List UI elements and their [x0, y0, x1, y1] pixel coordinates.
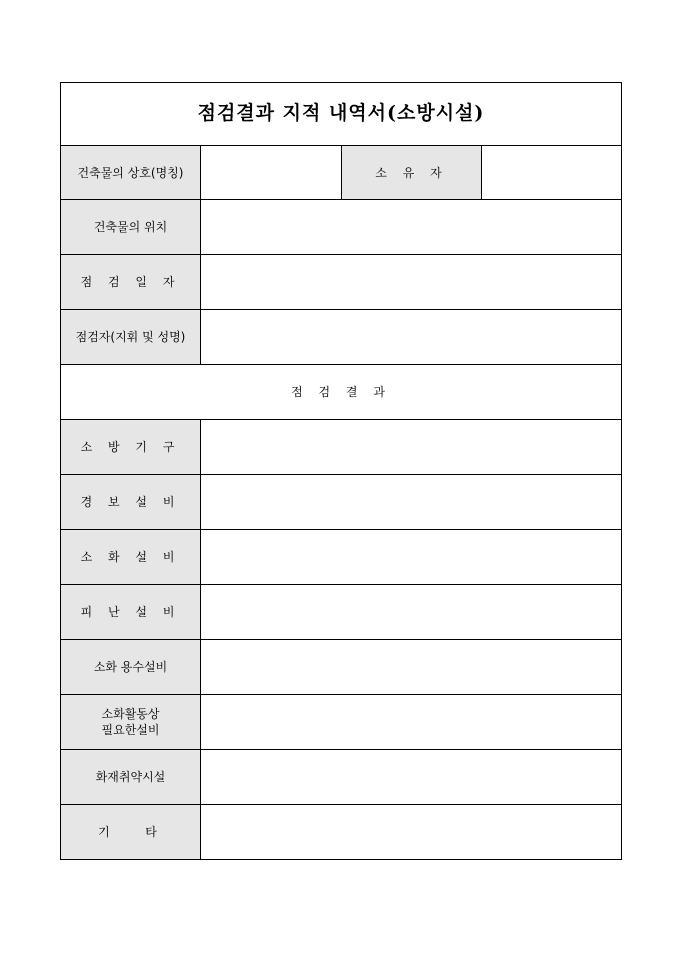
result-label-cell — [61, 585, 201, 640]
building-location-field[interactable] — [201, 200, 622, 255]
result-label-firefighting-line1: 소화활동상 — [101, 707, 160, 721]
result-field-extinguishing-system[interactable] — [201, 530, 622, 585]
inspection-date-label: 점 검 일 자 — [80, 275, 181, 289]
result-field-firefighting[interactable] — [201, 695, 622, 750]
result-label-cell — [61, 475, 201, 530]
result-label-cell — [61, 695, 201, 750]
results-heading-cell — [61, 365, 622, 420]
building-location-label: 건축물의 위치 — [93, 220, 168, 234]
result-label-cell — [61, 420, 201, 475]
result-field-alarm-system[interactable] — [201, 475, 622, 530]
result-label-evacuation-system: 피 난 설 비 — [80, 605, 181, 619]
form-title-cell — [61, 83, 622, 146]
result-field-water-supply[interactable] — [201, 640, 622, 695]
owner-label-cell — [342, 146, 482, 200]
inspector-label-cell — [61, 310, 201, 365]
inspector-field[interactable] — [201, 310, 622, 365]
inspection-date-label-cell — [61, 255, 201, 310]
building-name-field[interactable] — [201, 146, 342, 200]
result-label-water-supply: 소화 용수설비 — [93, 660, 168, 674]
result-field-fire-extinguishers[interactable] — [201, 420, 622, 475]
result-label-firefighting-line2: 필요한설비 — [101, 723, 160, 737]
result-label-fire-extinguishers: 소 방 기 구 — [80, 440, 181, 454]
result-field-evacuation-system[interactable] — [201, 585, 622, 640]
owner-field[interactable] — [482, 146, 622, 200]
result-label-alarm-system: 경 보 설 비 — [80, 495, 181, 509]
result-field-fire-vulnerable[interactable] — [201, 750, 622, 805]
result-label-cell — [61, 750, 201, 805]
result-label-fire-vulnerable: 화재취약시설 — [95, 770, 166, 784]
building-location-label-cell — [61, 200, 201, 255]
building-name-label: 건축물의 상호(명칭) — [77, 165, 184, 180]
result-label-cell — [61, 640, 201, 695]
inspector-label: 점검자(지휘 및 성명) — [75, 330, 186, 344]
results-heading: 점 검 결 과 — [291, 385, 391, 399]
inspection-result-table — [60, 82, 622, 860]
result-label-cell — [61, 530, 201, 585]
result-field-other[interactable] — [201, 805, 622, 860]
form-title: 점검결과 지적 내역서(소방시설) — [197, 102, 485, 124]
inspection-date-field[interactable] — [201, 255, 622, 310]
result-label-extinguishing-system: 소 화 설 비 — [80, 550, 181, 564]
result-label-cell — [61, 805, 201, 860]
building-name-label-cell — [61, 146, 201, 200]
owner-label: 소 유 자 — [375, 165, 448, 180]
result-label-other: 기 타 — [98, 825, 163, 839]
